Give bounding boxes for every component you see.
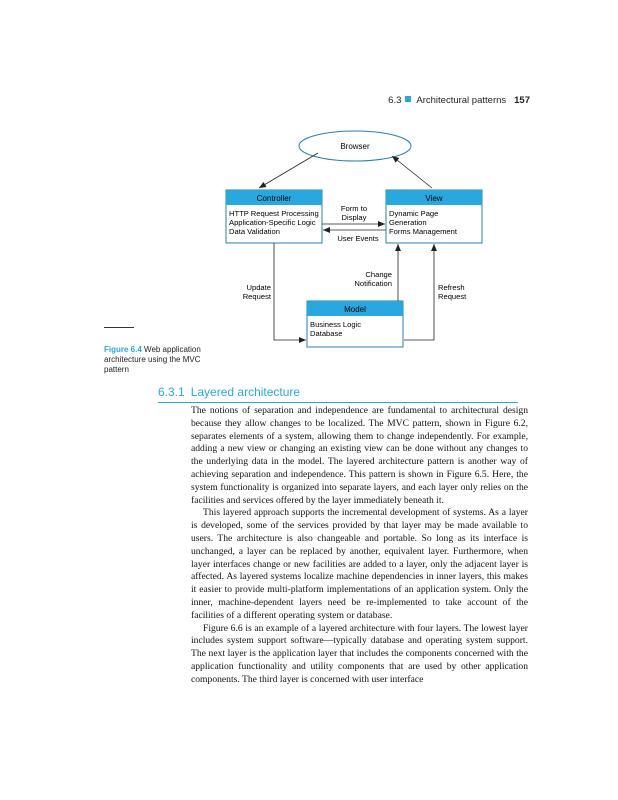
figure-label: Figure 6.4 — [104, 345, 142, 354]
form-to-display-label: Display — [341, 213, 367, 222]
view-line: Generation — [389, 218, 427, 227]
paragraph: The notions of separation and independence are fundamental to architectural design because they allow changes to be localized. The MVC pattern, shown in Figure 6.2, separates elements of a system, allowing them to change independently. For example, adding a new view or changing an existing view can be done without any changes to the underlying data in the model. The layered architecture pattern is another way of achieving separation and independence. This pattern is shown in Figure 6.5. Here, the system functionality is organized into separate layers, and each layer only relies on the facilities and services offered by the layer immediately beneath it. — [191, 405, 528, 506]
controller-title: Controller — [256, 194, 292, 203]
view-to-browser-arrow — [392, 156, 432, 188]
browser-to-controller-arrow — [259, 153, 318, 188]
paragraph: This layered approach supports the incremental development of systems. As a layer is developed, some of the services provided by that layer may be made available to users. The architecture is also changeable and portable. So long as its interface is unchanged, a layer can be replaced by another, equivalent layer. Furthermore, when layer interfaces change or new facilities are added to a layer, only the adjacent layer is affected. As layered systems localize machine dependencies in inner layers, this makes it easier to provide multi-platform implementations of an application system. Only the inner, machine-dependent layers need be re-implemented to take account of the facilities of a different operating system or database. — [191, 507, 528, 621]
paragraph: Figure 6.6 is an example of a layered architecture with four layers. The lowest layer includes system support software—typically database and operating system support. The next layer is the application layer that includes the components concerned with the application functionality and utility components that are used by other application components. The third layer is concerned with user interface — [191, 622, 528, 685]
model-line: Business Logic — [310, 320, 362, 329]
view-box — [386, 190, 482, 243]
model-title: Model — [344, 305, 366, 314]
view-line: Forms Management — [389, 227, 457, 236]
view-line: Dynamic Page — [389, 209, 439, 218]
model-box — [307, 301, 403, 347]
section-heading — [158, 385, 528, 399]
figure-caption — [104, 345, 204, 375]
controller-line: Data Validation — [229, 227, 280, 236]
figure-caption-text: Web application architecture using the MVC pattern — [104, 345, 201, 374]
section-number: 6.3.1 — [158, 385, 185, 399]
section-rule — [158, 402, 518, 403]
page-number: 157 — [514, 95, 530, 106]
header-title: Architectural patterns — [416, 95, 507, 106]
update-request-label: Request — [242, 292, 271, 301]
controller-box — [226, 190, 322, 243]
controller-line: Application-Specific Logic — [229, 218, 316, 227]
header-section-number: 6.3 — [388, 95, 402, 106]
refresh-request-label: Refresh — [438, 283, 465, 292]
browser-label: Browser — [340, 142, 370, 151]
user-events-label: User Events — [337, 234, 379, 243]
update-request-arrow — [274, 243, 306, 340]
update-request-label: Update — [246, 283, 271, 292]
change-notification-label: Change — [365, 270, 392, 279]
section-title: Layered architecture — [190, 385, 301, 399]
caption-rule — [104, 327, 134, 328]
view-title: View — [425, 194, 443, 203]
form-to-display-label: Form to — [340, 204, 368, 213]
model-line: Database — [310, 329, 343, 338]
refresh-request-label: Request — [438, 292, 467, 301]
body-text — [191, 405, 528, 687]
controller-line: HTTP Request Processing — [229, 209, 319, 218]
change-notification-label: Notification — [354, 279, 392, 288]
refresh-request-arrow — [404, 244, 434, 340]
